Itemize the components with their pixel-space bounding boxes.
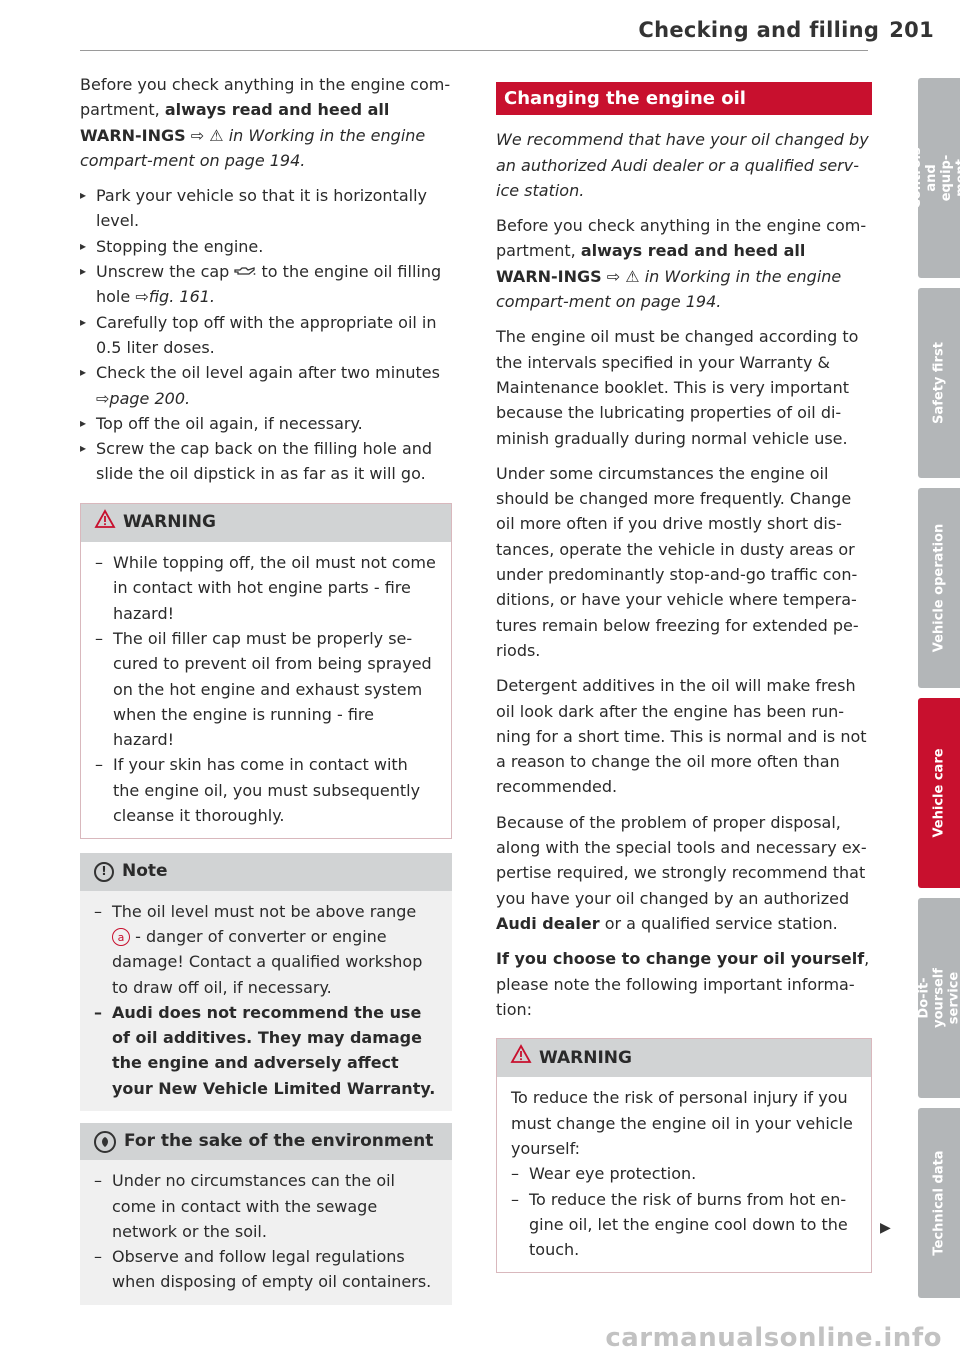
section-title: Changing the engine oil [496, 82, 872, 115]
note-box [80, 853, 452, 1111]
procedure-steps [80, 183, 452, 487]
list-item: ▸ Park your vehicle so that it is horizontally level. [80, 183, 452, 234]
environment-leaf-icon [94, 1131, 116, 1153]
environment-box [80, 1123, 452, 1305]
right-column [496, 82, 872, 1287]
right-intro-paragraph: Before you check anything in the engine com-partment, always read and heed all WARN-INGS ⇨ ⚠ in Working in the engine compart-ment on page 194. [496, 216, 867, 312]
tab-do-it-yourself-service[interactable]: Do-it-yourself service [918, 898, 960, 1098]
warning-box-title: WARNING [81, 504, 451, 542]
list-item: – The oil filler cap must be properly se-cured to prevent oil from being sprayed on the hot engine and exhaust system when the engine is running - fire hazard! [95, 626, 437, 752]
tab-controls-and-equipment[interactable]: Controls and equip- ment [918, 78, 960, 278]
list-item: – Wear eye protection. [511, 1161, 857, 1186]
running-header [638, 18, 934, 42]
list-item: – If your skin has come in contact with the engine oil, you must subsequently cleanse it thoroughly. [95, 752, 437, 828]
warning-triangle-icon [511, 1045, 531, 1071]
list-item: ▸ Unscrew the cap to the engine oil filling hole ⇨fig. 161. [80, 259, 452, 310]
list-item: ▸ Check the oil level again after two minutes ⇨page 200. [80, 360, 452, 411]
header-rule [80, 50, 868, 51]
paragraph: Because of the problem of proper disposal, along with the special tools and necessary ex-pertise required, we strongly recommend that you have your oil changed by an authorized Audi dealer or a qualified service station. [496, 812, 867, 933]
list-item: – While topping off, the oil must not come in contact with hot engine parts - fire hazard! [95, 550, 437, 626]
list-item: ▸ Stopping the engine. [80, 234, 452, 259]
left-intro-paragraph: Before you check anything in the engine com-partment, always read and heed all WARN-INGS ⇨ ⚠ in Working in the engine compart-ment on page 194. [80, 75, 451, 170]
watermark: carmanualsonline.info [605, 1323, 942, 1353]
list-item: – To reduce the risk of burns from hot en-gine oil, let the engine cool down to the touch. [511, 1187, 857, 1263]
list-item: – The oil level must not be above range a - danger of converter or engine damage! Contact a qualified workshop to draw off oil, if necessary. [94, 899, 438, 1000]
lead-paragraph: We recommend that have your oil changed by an authorized Audi dealer or a qualified serv-ice station. [496, 130, 869, 200]
note-box-title: ! Note [80, 853, 452, 890]
warning-box [80, 503, 452, 840]
cross-reference-link[interactable]: in Working in the engine compart-ment on page 194. [80, 125, 426, 170]
warning-box [496, 1038, 872, 1273]
paragraph: Detergent additives in the oil will make fresh oil look dark after the engine has been run-ning for a short time. This is normal and is not a reason to change the oil more often than recommended. [496, 676, 867, 797]
tab-safety-first[interactable]: Safety first [918, 288, 960, 478]
oil-can-icon [234, 262, 261, 281]
environment-box-title: For the sake of the environment [80, 1123, 452, 1160]
tab-technical-data[interactable]: Technical data [918, 1108, 960, 1298]
left-column [80, 72, 452, 1317]
exclamation-circle-icon: ! [94, 862, 114, 882]
warning-triangle-icon: ⚠ [209, 125, 224, 145]
list-item: – Audi does not recommend the use of oil additives. They may damage the engine and adversely affect your New Vehicle Limited Warranty. [94, 1000, 438, 1101]
warning-triangle-icon: ⚠ [625, 266, 640, 286]
tab-vehicle-care[interactable]: Vehicle care [918, 698, 960, 888]
paragraph: If you choose to change your oil yourself, please note the following important informa-tion: [496, 949, 870, 1019]
page-reference-link[interactable]: ⇨page 200. [96, 388, 191, 408]
list-item: ▸ Top off the oil again, if necessary. [80, 411, 452, 436]
list-item: ▸ Screw the cap back on the filling hole and slide the oil dipstick in as far as it will go. [80, 436, 452, 487]
warning-box-title: WARNING [497, 1039, 871, 1077]
header-title: Checking and filling [638, 18, 880, 42]
cross-reference-link[interactable]: in Working in the engine compart-ment on page 194. [496, 266, 842, 312]
figure-reference-link[interactable]: ⇨fig. 161. [135, 287, 216, 307]
list-item: ▸ Carefully top off with the appropriate oil in 0.5 liter doses. [80, 310, 452, 361]
range-marker: a [112, 928, 130, 946]
paragraph: The engine oil must be changed according to the intervals specified in your Warranty & Maintenance booklet. This is very important because the lubricating properties of oil di-minish gradually during normal vehicle use. [496, 327, 859, 448]
list-item: – Under no circumstances can the oil come in contact with the sewage network or the soil. [94, 1168, 438, 1244]
warning-triangle-icon [95, 510, 115, 536]
page-number: 201 [889, 18, 934, 42]
tab-vehicle-operation[interactable]: Vehicle operation [918, 488, 960, 688]
paragraph: Under some circumstances the engine oil should be changed more frequently. Change oil more often if you drive mostly short dis-tances, operate the vehicle in dusty areas or under predominantly stop-and-go traffic con-ditions, or have your vehicle where tempera-tures remain below freezing for extended pe-riods. [496, 463, 859, 660]
warning-lead: To reduce the risk of personal injury if you must change the engine oil in your vehicle yourself: [511, 1088, 853, 1158]
list-item: – Observe and follow legal regulations when disposing of empty oil containers. [94, 1244, 438, 1295]
continue-arrow-icon: ▶ [880, 1220, 891, 1236]
